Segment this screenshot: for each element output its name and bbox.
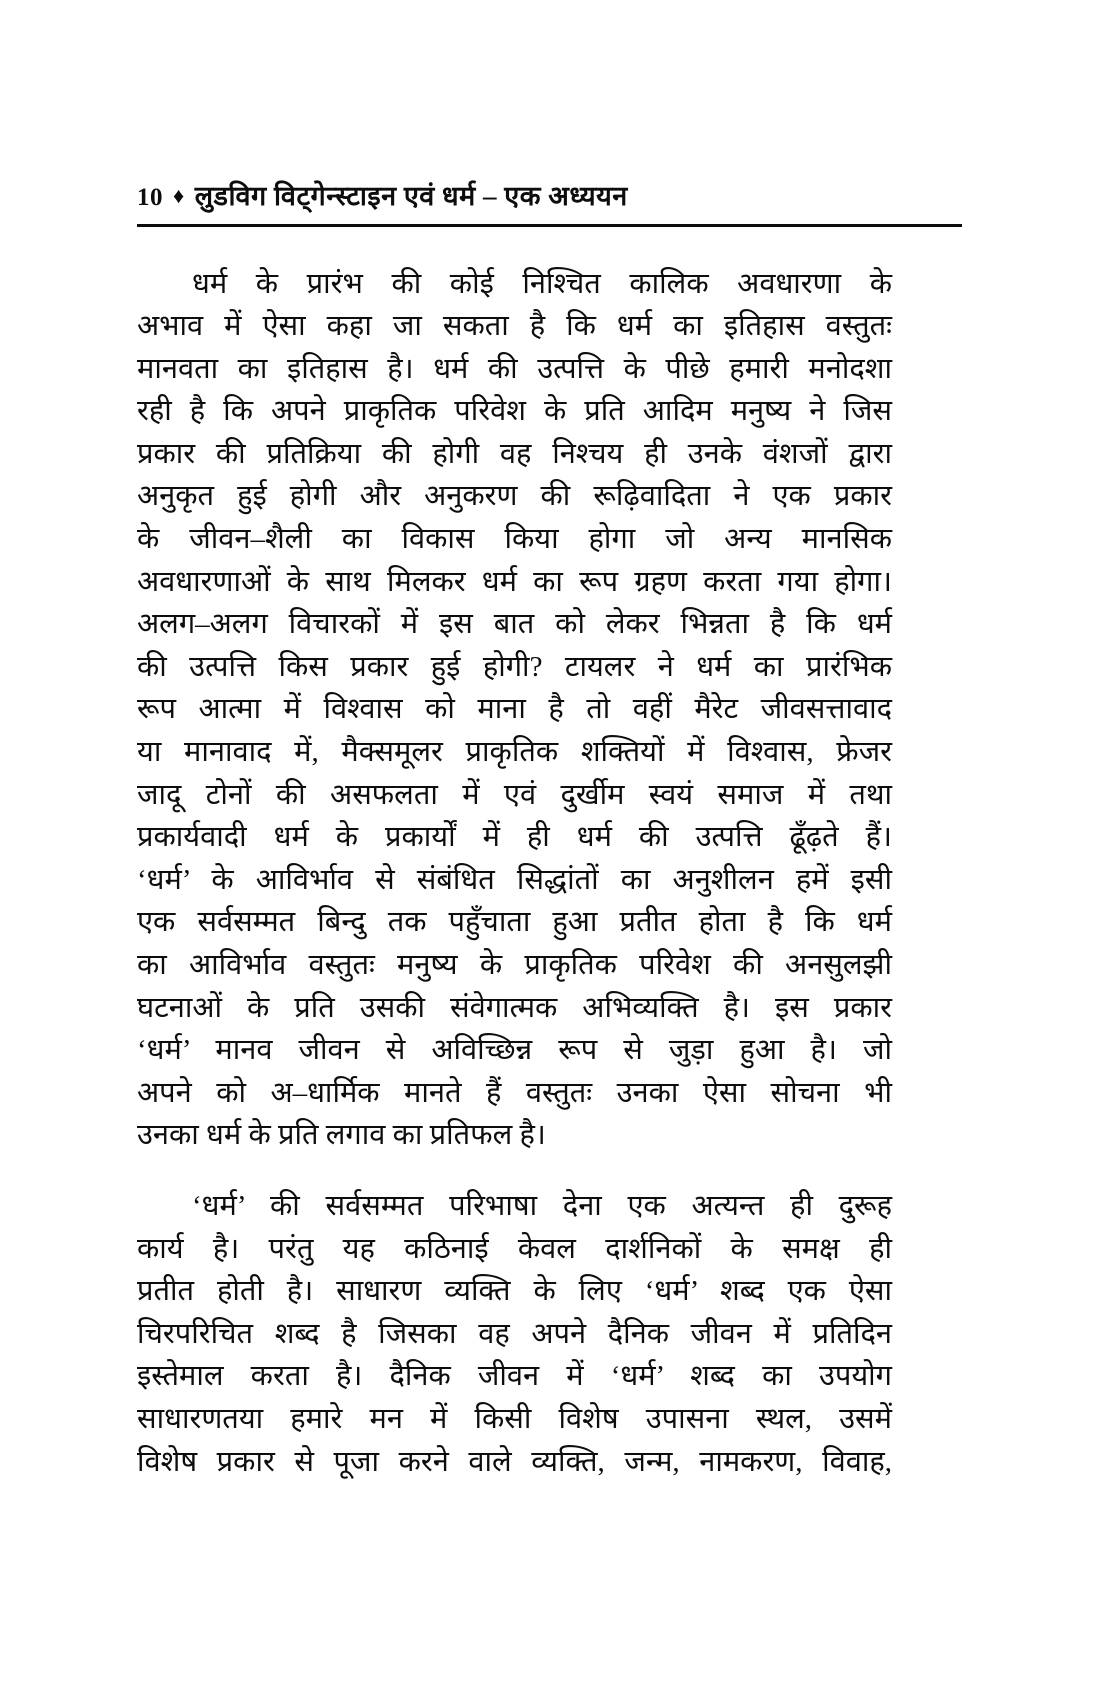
text-line: अपने को अ–धार्मिक मानते हैं वस्तुतः उनका ऐसा सोचना भी [137,1076,892,1109]
text-line: उनका धर्म के प्रति लगाव का प्रतिफल है। [137,1119,546,1152]
text-line: की उत्पत्ति किस प्रकार हुई होगी? टायलर ने धर्म का प्रारंभिक [137,650,892,683]
text-line: ‘धर्म’ के आविर्भाव से संबंधित सिद्धांतों का अनुशीलन हमें इसी [137,863,892,896]
page-body [137,263,892,1484]
text-line: अनुकृत हुई होगी और अनुकरण की रूढ़िवादिता ने एक प्रकार [137,480,892,513]
header-rule [137,224,962,227]
paragraph [137,1185,892,1483]
page-content [137,180,892,1511]
diamond-icon: ♦ [173,183,185,208]
paragraph [137,263,892,1157]
text-line: रूप आत्मा में विश्वास को माना है तो वहीं मैरेट जीवसत्तावाद [137,693,892,726]
text-line: ‘धर्म’ की सर्वसम्मत परिभाषा देना एक अत्यन्त ही दुरूह [192,1189,892,1222]
text-line: प्रतीत होती है। साधारण व्यक्ति के लिए ‘धर्म’ शब्द एक ऐसा [137,1275,892,1308]
text-line: का आविर्भाव वस्तुतः मनुष्य के प्राकृतिक परिवेश की अनसुलझी [137,949,892,981]
text-line: रही है कि अपने प्राकृतिक परिवेश के प्रति आदिम मनुष्य ने जिस [137,395,892,428]
text-line: जादू टोनों की असफलता में एवं दुर्खीम स्वयं समाज में तथा [137,778,892,811]
text-line: चिरपरिचित शब्द है जिसका वह अपने दैनिक जीवन में प्रतिदिन [137,1317,892,1350]
running-header [137,180,892,214]
text-line: इस्तेमाल करता है। दैनिक जीवन में ‘धर्म’ शब्द का उपयोग [137,1360,892,1393]
running-header-title: लुडविग विट्गेन्स्टाइन एवं धर्म – एक अध्ययन [194,181,628,211]
text-line: विशेष प्रकार से पूजा करने वाले व्यक्ति, जन्म, नामकरण, विवाह, [137,1445,892,1478]
text-line: के जीवन–शैली का विकास किया होगा जो अन्य मानसिक [137,523,892,556]
text-line: धर्म के प्रारंभ की कोई निश्चित कालिक अवधारणा के [192,267,892,300]
text-line: मानवता का इतिहास है। धर्म की उत्पत्ति के पीछे हमारी मनोदशा [137,352,892,385]
text-line: एक सर्वसम्मत बिन्दु तक पहुँचाता हुआ प्रतीत होता है कि धर्म [137,906,892,939]
text-line: या मानावाद में, मैक्समूलर प्राकृतिक शक्तियों में विश्वास, फ्रेजर [137,736,892,769]
text-line: प्रकार्यवादी धर्म के प्रकार्यों में ही धर्म की उत्पत्ति ढूँढ़ते हैं। [137,821,892,854]
text-line: अवधारणाओं के साथ मिलकर धर्म का रूप ग्रहण करता गया होगा। [137,565,892,598]
page-number: 10 [137,184,163,211]
text-line: प्रकार की प्रतिक्रिया की होगी वह निश्चय ही उनके वंशजों द्वारा [137,437,892,470]
text-line: घटनाओं के प्रति उसकी संवेगात्मक अभिव्यक्ति है। इस प्रकार [137,991,892,1024]
text-line: अभाव में ऐसा कहा जा सकता है कि धर्म का इतिहास वस्तुतः [137,310,892,343]
text-line: कार्य है। परंतु यह कठिनाई केवल दार्शनिकों के समक्ष ही [137,1232,892,1265]
text-line: अलग–अलग विचारकों में इस बात को लेकर भिन्नता है कि धर्म [137,608,892,641]
text-line: ‘धर्म’ मानव जीवन से अविच्छिन्न रूप से जुड़ा हुआ है। जो [137,1034,892,1067]
text-line: साधारणतया हमारे मन में किसी विशेष उपासना स्थल, उसमें [137,1402,892,1435]
